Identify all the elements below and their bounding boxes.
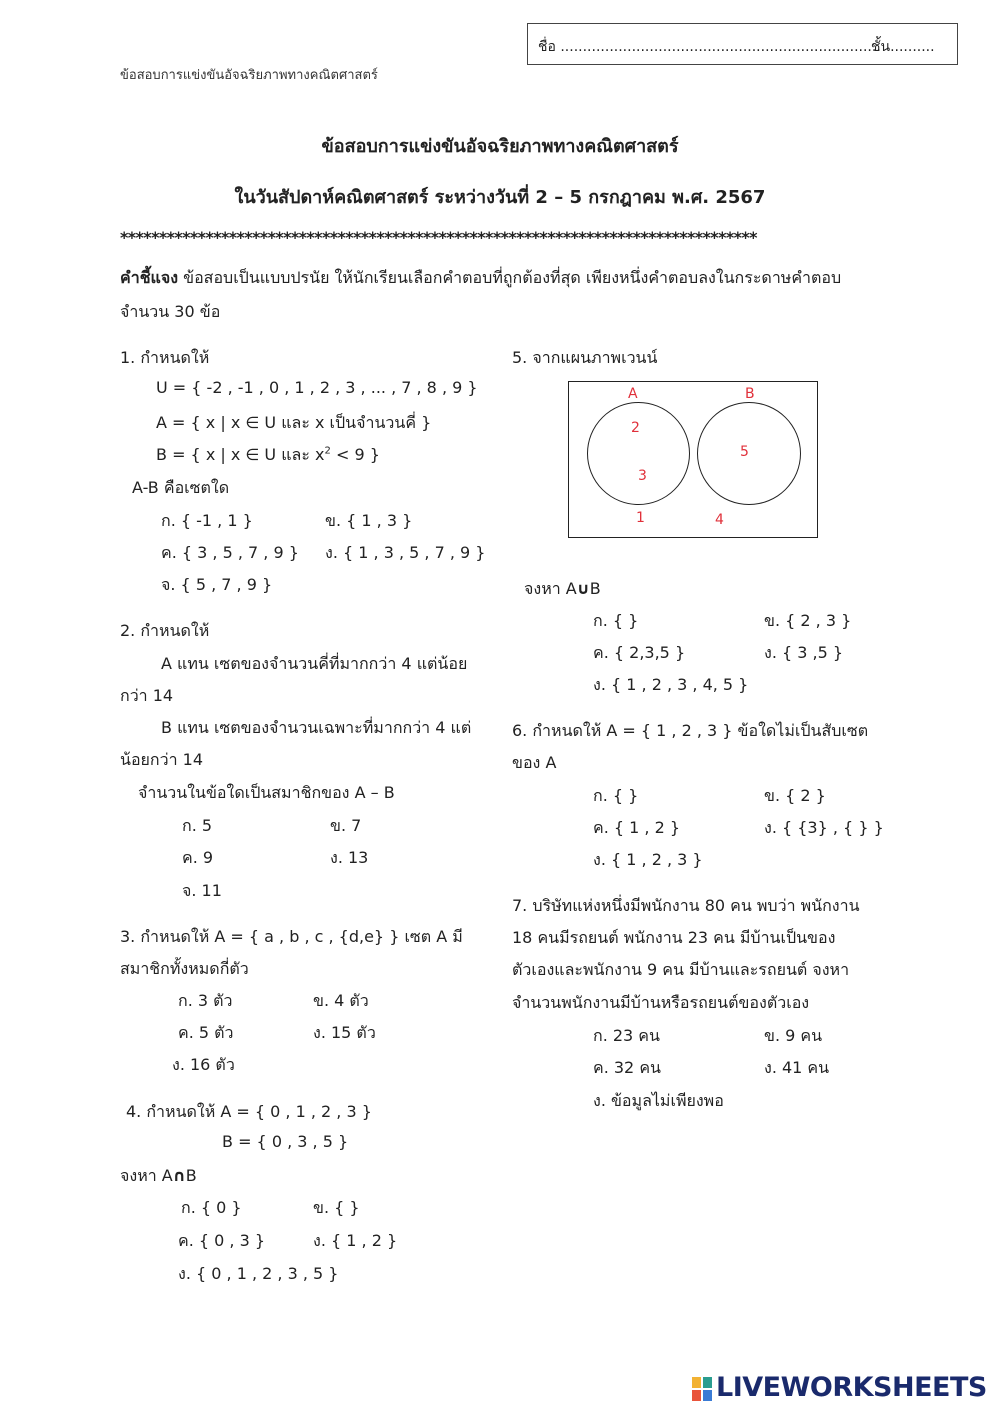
q5-option-2[interactable]: ข. { 2 , 3 } [764, 611, 852, 630]
q1-option-4[interactable]: ง. { 1 , 3 , 5 , 7 , 9 } [325, 543, 486, 562]
name-label: ชื่อ ........................................................................ [538, 39, 881, 55]
q2-b-line-2: น้อยกว่า 14 [120, 750, 204, 769]
q3-option-5[interactable]: ง. 16 ตัว [172, 1055, 235, 1074]
q1-set-b-pre: B = { x | x ∈ U และ x [156, 445, 325, 464]
q5-option-3[interactable]: ค. { 2,3,5 } [593, 643, 686, 662]
q1-option-3[interactable]: ค. { 3 , 5 , 7 , 9 } [161, 543, 299, 562]
venn-diagram [568, 381, 818, 538]
q1-stem: 1. กำหนดให้ [120, 348, 210, 367]
q6-option-5[interactable]: ง. { 1 , 2 , 3 } [593, 850, 703, 869]
q3-option-4[interactable]: ง. 15 ตัว [313, 1023, 376, 1042]
q7-line-1: 7. บริษัทแห่งหนึ่งมีพนักงาน 80 คน พบว่า พนักงาน [512, 896, 860, 915]
q2-option-4[interactable]: ง. 13 [330, 848, 369, 867]
q2-a-line-2: กว่า 14 [120, 686, 174, 705]
q1-set-u: U = { -2 , -1 , 0 , 1 , 2 , 3 , ... , 7 , 8 , 9 } [156, 378, 478, 397]
venn-element-5: 5 [740, 444, 749, 460]
q1-set-b [156, 443, 380, 468]
q1-set-a: A = { x | x ∈ U และ x เป็นจำนวนคี่ } [156, 413, 432, 432]
venn-label-b: B [745, 386, 755, 402]
instructions-line-2: จำนวน 30 ข้อ [120, 302, 221, 321]
intersection-symbol: ∩ [172, 1166, 186, 1185]
q2-stem: 2. กำหนดให้ [120, 621, 210, 640]
venn-element-4: 4 [715, 512, 724, 528]
q3-stem-line-1: 3. กำหนดให้ A = { a , b , c , {d,e} } เซต A มี [120, 927, 463, 946]
venn-circle-b [697, 402, 801, 505]
q3-option-2[interactable]: ข. 4 ตัว [313, 991, 369, 1010]
star-divider: ********************************************************************************** [120, 228, 757, 247]
instructions-label: คำชี้แจง [120, 268, 179, 287]
q5-option-5[interactable]: ง. { 1 , 2 , 3 , 4, 5 } [593, 675, 749, 694]
q1-option-5[interactable]: จ. { 5 , 7 , 9 } [161, 575, 273, 594]
q5-option-4[interactable]: ง. { 3 ,5 } [764, 643, 844, 662]
q2-option-5[interactable]: จ. 11 [182, 881, 222, 900]
q6-stem-line-1: 6. กำหนดให้ A = { 1 , 2 , 3 } ข้อใดไม่เป็นสับเซต [512, 721, 869, 740]
q5-ask [524, 577, 601, 602]
q1-set-b-exponent: 2 [324, 445, 331, 457]
q5-ask-pre: จงหา A [524, 579, 577, 598]
name-class-box [527, 23, 958, 65]
q7-option-5[interactable]: ง. ข้อมูลไม่เพียงพอ [593, 1091, 724, 1110]
q1-option-1[interactable]: ก. { -1 , 1 } [161, 511, 253, 530]
title-line-1: ข้อสอบการแข่งขันอัจฉริยภาพทางคณิตศาสตร์ [321, 136, 679, 157]
q4-option-1[interactable]: ก. { 0 } [181, 1198, 242, 1217]
q2-option-3[interactable]: ค. 9 [182, 848, 214, 867]
q3-option-1[interactable]: ก. 3 ตัว [178, 991, 233, 1010]
venn-element-3: 3 [638, 468, 647, 484]
q6-stem-line-2: ของ A [512, 753, 557, 772]
q2-option-1[interactable]: ก. 5 [182, 816, 213, 835]
q4-set-b: B = { 0 , 3 , 5 } [222, 1132, 349, 1151]
venn-element-1: 1 [636, 510, 645, 526]
q1-set-b-post: < 9 } [330, 445, 380, 464]
q1-ask: A-B คือเซตใด [132, 478, 230, 497]
q4-ask-post: B [185, 1166, 197, 1185]
title-line-2: ในวันสัปดาห์คณิตศาสตร์ ระหว่างวันที่ 2 – 5 กรกฎาคม พ.ศ. 2567 [234, 187, 766, 208]
q5-ask-post: B [589, 579, 601, 598]
q7-option-2[interactable]: ข. 9 คน [764, 1026, 823, 1045]
q5-stem: 5. จากแผนภาพเวนน์ [512, 348, 658, 367]
venn-element-2: 2 [631, 420, 640, 436]
liveworksheets-logo-icon [692, 1377, 714, 1401]
q7-option-3[interactable]: ค. 32 คน [593, 1058, 661, 1077]
liveworksheets-logo-text: LIVEWORKSHEETS [716, 1372, 987, 1403]
q6-option-2[interactable]: ข. { 2 } [764, 786, 826, 805]
q4-ask-pre: จงหา A [120, 1166, 173, 1185]
q2-b-line-1: B แทน เซตของจำนวนเฉพาะที่มากกว่า 4 แต่ [161, 718, 472, 737]
q4-option-2[interactable]: ข. { } [313, 1198, 360, 1217]
q7-line-2: 18 คนมีรถยนต์ พนักงาน 23 คน มีบ้านเป็นของ [512, 928, 836, 947]
q6-option-3[interactable]: ค. { 1 , 2 } [593, 818, 681, 837]
class-label: ชั้น.......... [871, 39, 935, 55]
q4-stem: 4. กำหนดให้ A = { 0 , 1 , 2 , 3 } [126, 1102, 372, 1121]
q6-option-1[interactable]: ก. { } [593, 786, 639, 805]
q3-option-3[interactable]: ค. 5 ตัว [178, 1023, 234, 1042]
q2-option-2[interactable]: ข. 7 [330, 816, 362, 835]
instructions-line-1 [120, 266, 841, 291]
venn-label-a: A [628, 386, 638, 402]
q1-option-2[interactable]: ข. { 1 , 3 } [325, 511, 413, 530]
q2-a-line-1: A แทน เซตของจำนวนคี่ที่มากกว่า 4 แต่น้อย [161, 654, 468, 673]
q4-option-4[interactable]: ง. { 1 , 2 } [313, 1231, 398, 1250]
q4-option-3[interactable]: ค. { 0 , 3 } [178, 1231, 266, 1250]
q6-option-4[interactable]: ง. { {3} , { } } [764, 818, 884, 837]
q5-option-1[interactable]: ก. { } [593, 611, 639, 630]
q4-option-5[interactable]: ง. { 0 , 1 , 2 , 3 , 5 } [178, 1264, 339, 1283]
q3-stem-line-2: สมาชิกทั้งหมดกี่ตัว [120, 959, 249, 978]
union-symbol: ∪ [576, 579, 590, 598]
q7-option-4[interactable]: ง. 41 คน [764, 1058, 830, 1077]
q4-ask [120, 1164, 197, 1189]
instructions-text-1: ข้อสอบเป็นแบบปรนัย ให้นักเรียนเลือกคำตอบที่ถูกต้องที่สุด เพียงหนึ่งคำตอบลงในกระดาษคำตอบ [178, 268, 842, 287]
q7-line-3: ตัวเองและพนักงาน 9 คน มีบ้านและรถยนต์ จงหา [512, 960, 850, 979]
q2-ask: จำนวนในข้อใดเป็นสมาชิกของ A – B [138, 783, 395, 802]
q7-line-4: จำนวนพนักงานมีบ้านหรือรถยนต์ของตัวเอง [512, 993, 810, 1012]
venn-circle-a [587, 402, 690, 505]
q7-option-1[interactable]: ก. 23 คน [593, 1026, 660, 1045]
header-note: ข้อสอบการแข่งขันอัจฉริยภาพทางคณิตศาสตร์ [120, 68, 378, 83]
